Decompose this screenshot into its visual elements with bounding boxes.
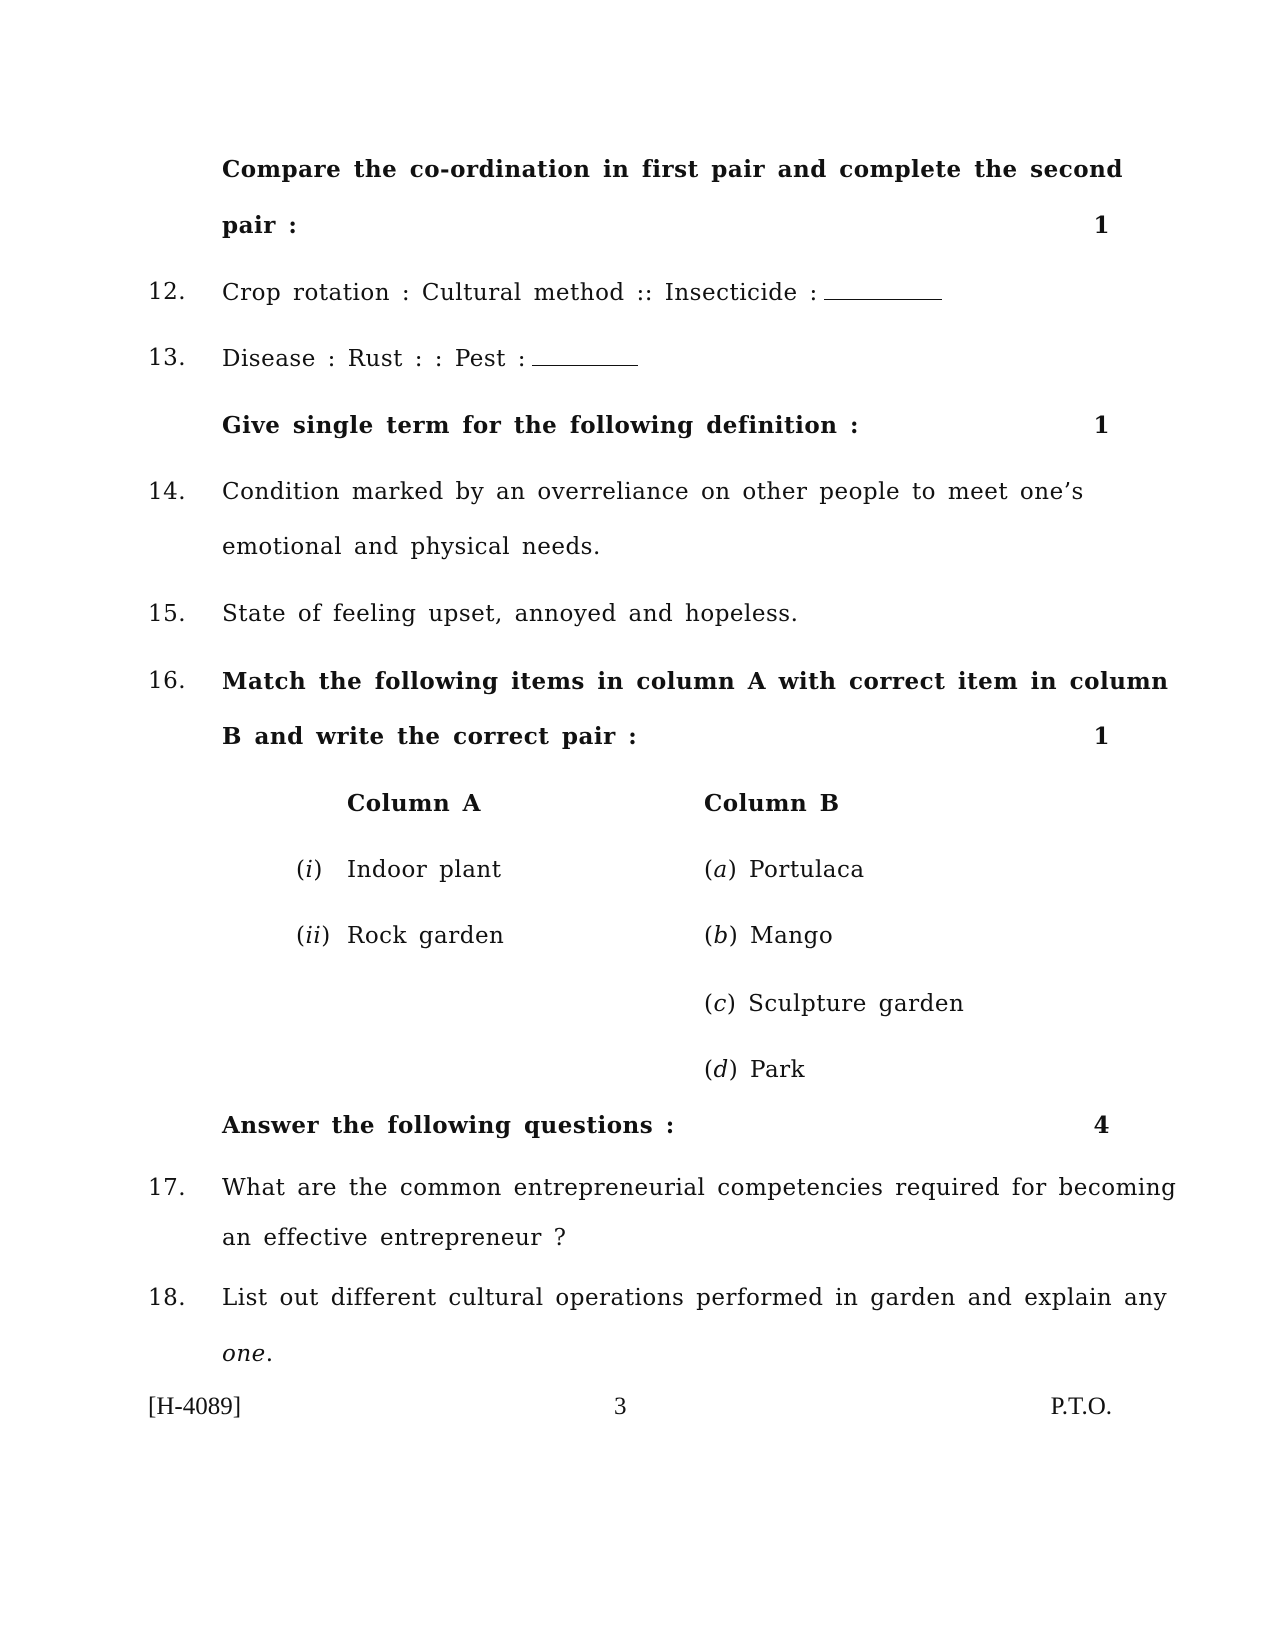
- question-17-line-2: an effective entrepreneur ?: [222, 1225, 567, 1251]
- column-b-item: (c) Sculpture garden: [704, 991, 965, 1017]
- column-a-item: Rock garden: [347, 923, 505, 949]
- question-number-12: 12.: [148, 279, 187, 305]
- answer-blank-12: [824, 279, 942, 300]
- question-13-text: Disease : Rust : : Pest :: [222, 346, 526, 372]
- question-12: [222, 279, 942, 306]
- marks-section-2: 1: [1093, 412, 1110, 439]
- question-13: [222, 345, 638, 372]
- question-14-line-1: Condition marked by an overreliance on other people to meet one’s: [222, 479, 1084, 505]
- column-a-item-label: (i): [296, 857, 323, 883]
- section-heading-single-term: Give single term for the following definition :: [222, 412, 859, 439]
- question-14-line-2: emotional and physical needs.: [222, 534, 601, 560]
- question-16-line-2: B and write the correct pair :: [222, 723, 638, 750]
- question-number-13: 13.: [148, 345, 187, 371]
- column-a-item-label: (ii): [296, 923, 331, 949]
- question-number-16: 16.: [148, 668, 187, 694]
- question-number-18: 18.: [148, 1285, 187, 1311]
- column-b-item: (b) Mango: [704, 923, 834, 949]
- page-number: 3: [614, 1393, 627, 1420]
- question-18-line-2: one.: [222, 1341, 274, 1367]
- column-b-item: (a) Portulaca: [704, 857, 865, 883]
- section-heading-compare: Compare the co-ordination in first pair and complete the second: [222, 156, 1123, 183]
- marks-question-16: 1: [1093, 723, 1110, 750]
- question-number-17: 17.: [148, 1175, 187, 1201]
- answer-blank-13: [532, 345, 638, 366]
- question-12-text: Crop rotation : Cultural method :: Insecticide :: [222, 280, 818, 306]
- section-heading-answer: Answer the following questions :: [222, 1112, 675, 1139]
- column-a-header: Column A: [347, 790, 482, 817]
- question-number-14: 14.: [148, 479, 187, 505]
- paper-code: [H-4089]: [148, 1393, 242, 1420]
- question-16-line-1: Match the following items in column A with correct item in column: [222, 668, 1169, 695]
- column-b-header: Column B: [704, 790, 840, 817]
- section-heading-compare-cont: pair :: [222, 212, 298, 239]
- marks-section-3: 4: [1093, 1112, 1110, 1139]
- question-15: State of feeling upset, annoyed and hopeless.: [222, 601, 799, 627]
- marks-section-1: 1: [1093, 212, 1110, 239]
- question-number-15: 15.: [148, 601, 187, 627]
- column-b-item: (d) Park: [704, 1057, 806, 1083]
- please-turn-over: P.T.O.: [1050, 1393, 1112, 1420]
- column-a-item: Indoor plant: [347, 857, 502, 883]
- question-18-line-1: List out different cultural operations performed in garden and explain any: [222, 1285, 1168, 1311]
- question-17-line-1: What are the common entrepreneurial competencies required for becoming: [222, 1175, 1177, 1201]
